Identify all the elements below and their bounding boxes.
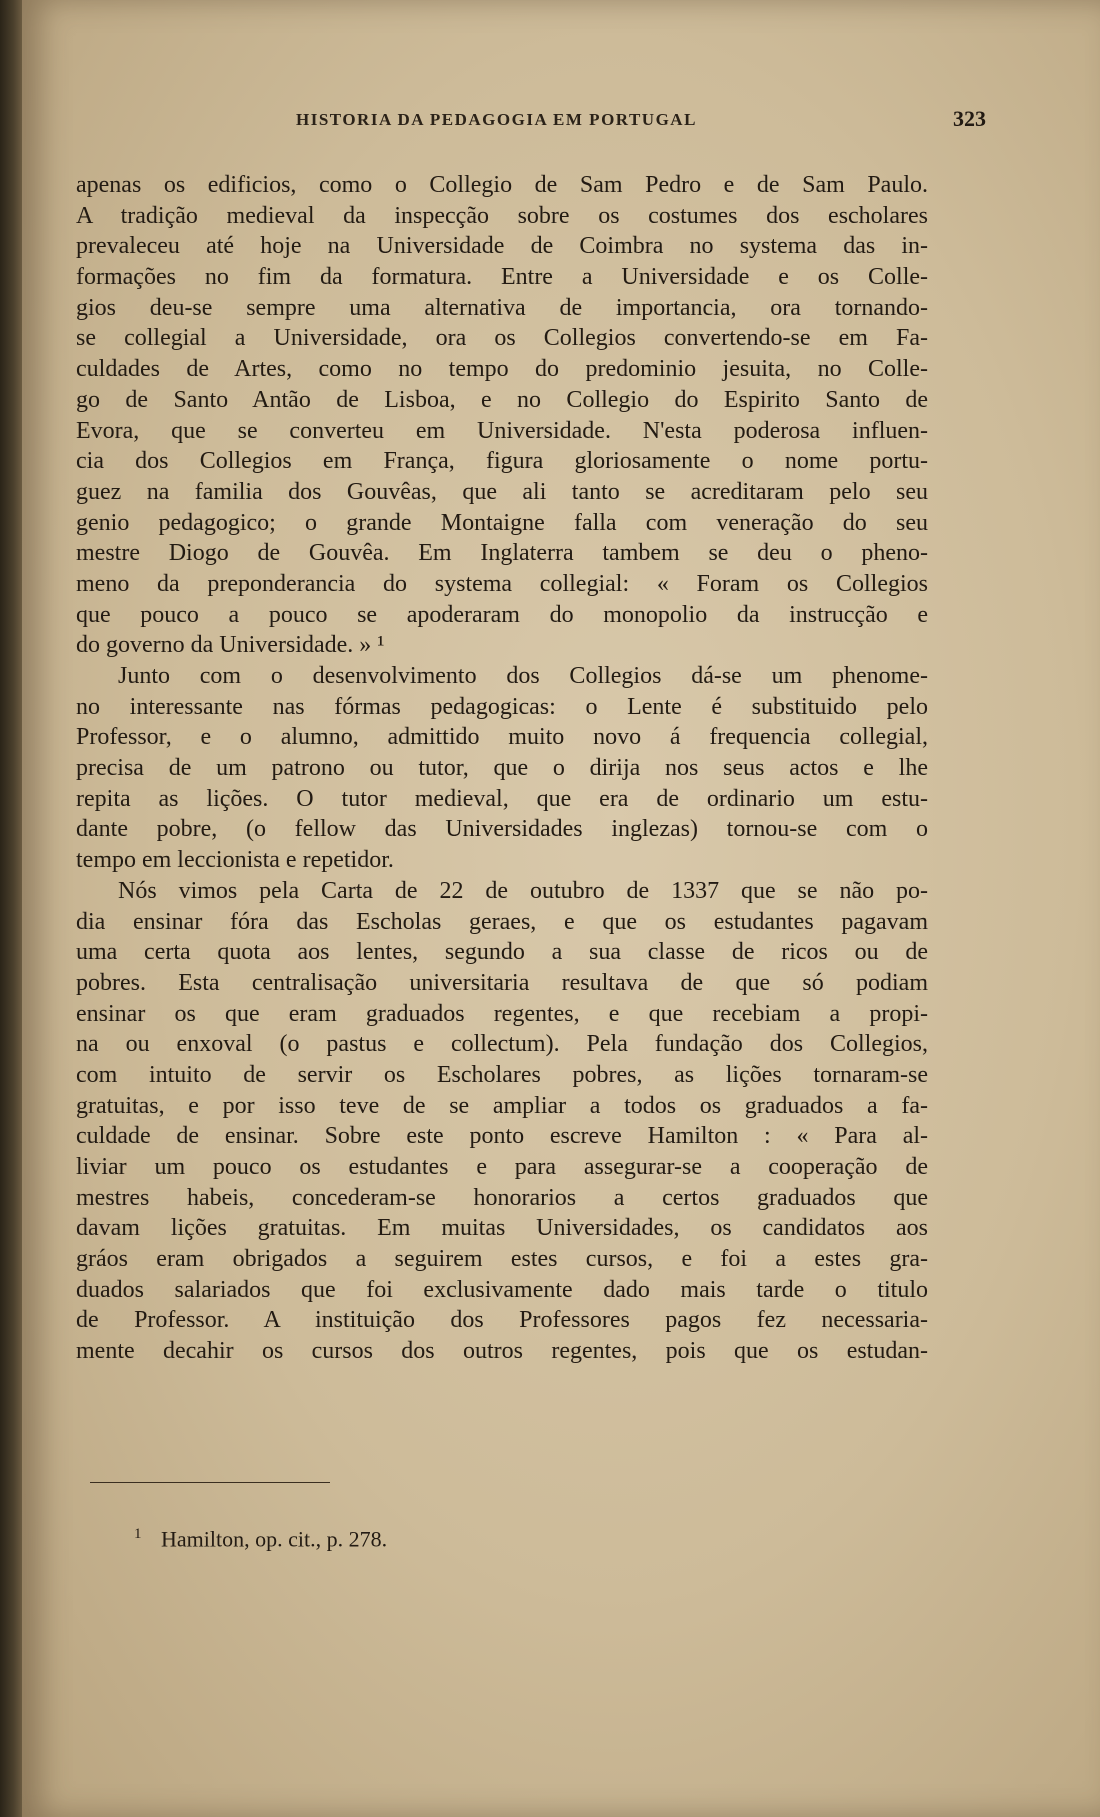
text-line: gratuitas, e por isso teve de se ampliar a todos os graduados a fa- (76, 1092, 928, 1119)
text-line: que pouco a pouco se apoderaram do monopolio da instrucção e (76, 601, 928, 628)
text-line: culdades de Artes, como no tempo do predominio jesuita, no Colle- (76, 356, 928, 383)
text-line: cia dos Collegios em França, figura gloriosamente o nome portu- (76, 448, 928, 475)
text-line: Junto com o desenvolvimento dos Collegios dá-se um phenome- (118, 663, 928, 689)
page-number: 323 (953, 106, 986, 131)
body-text (76, 170, 928, 1367)
text-line: tempo em leccionista e repetidor. (76, 847, 394, 874)
text-line: mente decahir os cursos dos outros regentes, pois que os estudan- (76, 1338, 928, 1365)
text-line: dante pobre, (o fellow das Universidades inglezas) tornou-se com o (76, 816, 928, 843)
page-header (66, 106, 986, 136)
text-line: duados salariados que foi exclusivamente dado mais tarde o titulo (76, 1276, 928, 1303)
text-line: Evora, que se converteu em Universidade. N'esta poderosa influen- (76, 417, 928, 444)
book-spine-shadow (0, 0, 22, 1817)
text-line: no interessante nas fórmas pedagogicas: o Lente é substituido pelo (76, 693, 928, 720)
text-line: do governo da Universidade. » ¹ (76, 632, 385, 659)
text-line: com intuito de servir os Escholares pobres, as lições tornaram-se (76, 1061, 928, 1088)
footnote-text: Hamilton, op. cit., p. 278. (161, 1526, 388, 1552)
text-line: gráos eram obrigados a seguirem estes cursos, e foi a estes gra- (76, 1246, 928, 1273)
text-line: liviar um pouco os estudantes e para assegurar-se a cooperação de (76, 1154, 928, 1180)
text-line: prevaleceu até hoje na Universidade de Coimbra no systema das in- (76, 233, 928, 260)
text-line: meno da preponderancia do systema collegial: « Foram os Collegios (76, 570, 928, 597)
text-line: formações no fim da formatura. Entre a Universidade e os Colle- (76, 264, 928, 291)
text-line: uma certa quota aos lentes, segundo a sua classe de ricos ou de (76, 939, 928, 966)
footnote-divider (90, 1482, 330, 1483)
footnote-marker: 1 (134, 1526, 142, 1542)
text-line: repita as lições. O tutor medieval, que era de ordinario um estu- (76, 785, 928, 812)
text-line: ensinar os que eram graduados regentes, e que recebiam a propi- (76, 1000, 928, 1027)
text-line: culdade de ensinar. Sobre este ponto escreve Hamilton : « Para al- (76, 1123, 928, 1150)
footnote (134, 1526, 387, 1552)
text-line: dia ensinar fóra das Escholas geraes, e que os estudantes pagavam (76, 908, 928, 935)
text-line: Professor, e o alumno, admittido muito novo á frequencia collegial, (76, 724, 928, 751)
text-line: A tradição medieval da inspecção sobre os costumes dos escholares (76, 202, 928, 229)
running-title: HISTORIA DA PEDAGOGIA EM PORTUGAL (296, 110, 697, 129)
text-line: genio pedagogico; o grande Montaigne falla com veneração do seu (76, 509, 928, 536)
text-line: mestres habeis, concederam-se honorarios a certos graduados que (76, 1184, 928, 1211)
text-line: na ou enxoval (o pastus e collectum). Pela fundação dos Collegios, (76, 1031, 928, 1058)
text-line: gios deu-se sempre uma alternativa de importancia, ora tornando- (76, 294, 928, 321)
text-line: se collegial a Universidade, ora os Collegios convertendo-se em Fa- (76, 325, 928, 352)
text-line: precisa de um patrono ou tutor, que o dirija nos seus actos e lhe (76, 755, 928, 782)
text-line: apenas os edificios, como o Collegio de Sam Pedro e de Sam Paulo. (76, 172, 928, 198)
text-line: Nós vimos pela Carta de 22 de outubro de 1337 que se não po- (118, 877, 928, 904)
text-line: pobres. Esta centralisação universitaria resultava de que só podiam (76, 969, 928, 996)
text-line: go de Santo Antão de Lisboa, e no Collegio do Espirito Santo de (76, 386, 928, 413)
text-line: de Professor. A instituição dos Professores pagos fez necessaria- (76, 1307, 928, 1334)
text-line: guez na familia dos Gouvêas, que ali tanto se acreditaram pelo seu (76, 478, 928, 505)
text-line: mestre Diogo de Gouvêa. Em Inglaterra tambem se deu o pheno- (76, 540, 928, 567)
text-line: davam lições gratuitas. Em muitas Universidades, os candidatos aos (76, 1215, 928, 1242)
